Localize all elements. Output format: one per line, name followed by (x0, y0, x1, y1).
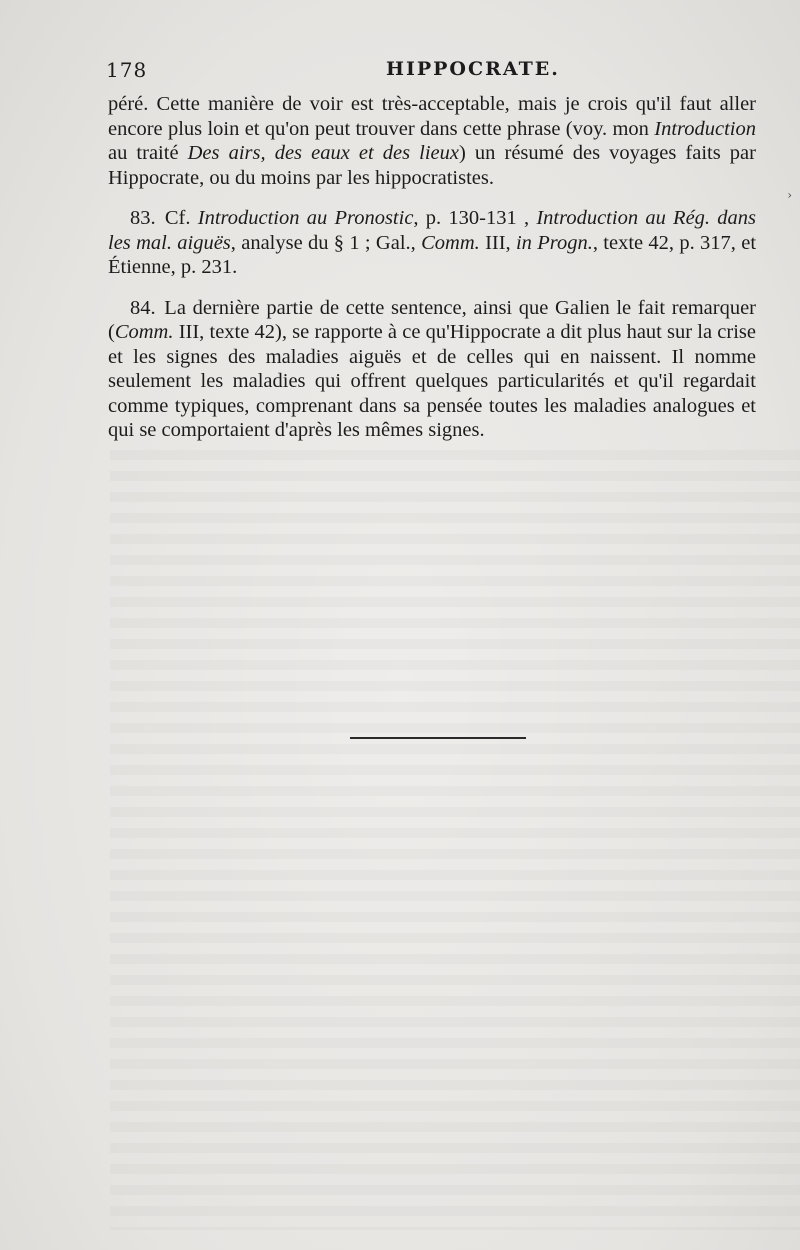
note-84 (108, 296, 756, 443)
note-number: 84. (130, 296, 163, 319)
note-83 (108, 206, 756, 280)
body-text (108, 92, 756, 459)
text-segment: , analyse du § 1 ; Gal., (230, 231, 422, 254)
italic-text: Comm. (421, 231, 480, 254)
text-segment: , p. 130-131 , (413, 207, 537, 229)
text-segment: III, (479, 231, 516, 254)
section-rule (350, 737, 526, 739)
note-number: 83. (130, 207, 163, 229)
page-header (106, 58, 756, 84)
text-segment: III, texte 42), se rapporte à ce qu'Hippocrate a dit plus haut sur la crise et les signes des maladies aiguës et de celles qui en naissent. Il nomme seulement les maladies qui offrent quelques particularités et qu'il regardait comme typiques, comprenant dans sa pensée toutes les maladies analogues et qui se comportaient d'après les mêmes signes. (108, 321, 756, 441)
text-segment: péré. Cette manière de voir est très-acceptable, mais je crois qu'il faut aller encore plus loin et qu'on peut trouver dans cette phrase (voy. mon (108, 93, 756, 140)
text-segment: ) un résumé des voyages faits par Hippocrate, ou du moins par les hippocratistes. (108, 142, 756, 189)
italic-text: Introduction au Pronostic (197, 207, 414, 229)
italic-text: Introduction au Rég. dans les mal. aiguës (108, 207, 757, 254)
paragraph-continuation (108, 92, 756, 190)
italic-text: Introduction (654, 117, 756, 140)
bleed-through-texture (110, 450, 800, 1230)
italic-text: Des airs, des eaux et des lieux (187, 142, 459, 164)
text-segment: au traité (108, 142, 188, 164)
text-segment: , texte 42, p. 317, et Étienne, p. 231. (108, 231, 757, 278)
margin-mark: › (787, 188, 792, 202)
page-number: 178 (106, 58, 148, 82)
italic-text: in Progn. (515, 231, 593, 254)
text-segment: Cf. (164, 207, 198, 229)
running-title: HIPPOCRATE. (386, 58, 560, 80)
italic-text: Comm. (114, 321, 174, 343)
text-segment: La dernière partie de cette sentence, ainsi que Galien le fait remarquer ( (108, 296, 757, 343)
